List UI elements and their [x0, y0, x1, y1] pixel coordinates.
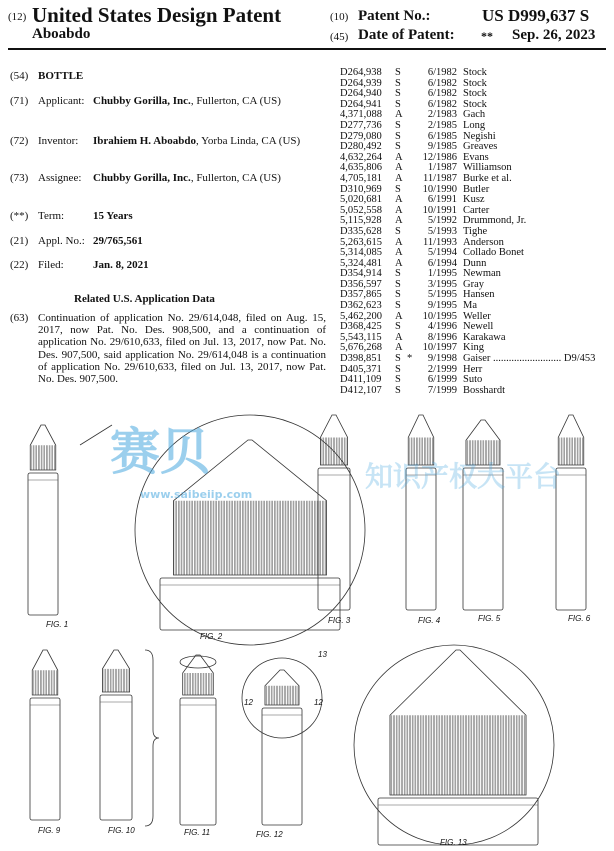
- ref-kind: A: [395, 310, 403, 322]
- ref-number: 5,263,615: [340, 236, 382, 248]
- ref-date: 5/1995: [427, 289, 457, 301]
- ref-kind: A: [395, 172, 403, 184]
- assignee-location: , Fullerton, CA (US): [190, 172, 281, 184]
- patent-date: Sep. 26, 2023: [512, 27, 596, 43]
- fig11-top-ellipse: [180, 656, 216, 668]
- ref-cited-mark: *: [407, 353, 413, 365]
- inventor-name: Ibrahiem H. Aboabdo: [93, 135, 196, 147]
- code-term: (**): [10, 210, 29, 222]
- assignee-name: Chubby Gorilla, Inc.: [93, 172, 191, 184]
- applicant-name: Chubby Gorilla, Inc.: [93, 95, 191, 107]
- ref-date: 6/1999: [427, 374, 457, 386]
- ref-kind: S: [395, 141, 401, 153]
- filed-label: Filed:: [38, 259, 64, 271]
- design-title: BOTTLE: [38, 70, 84, 82]
- ref-number: D411,109: [340, 374, 382, 386]
- ref-name: Gray: [463, 278, 484, 290]
- ref-name: Bosshardt: [463, 384, 505, 396]
- fig1-leader-line: [80, 425, 112, 445]
- ref-name: Hansen: [463, 289, 495, 301]
- fig12-bottle-body: [262, 708, 302, 825]
- ref-date: 6/1982: [427, 77, 457, 89]
- fig13-bottle-cap: [390, 650, 526, 795]
- ref-kind: S: [395, 67, 401, 78]
- fig-1-label: FIG. 1: [46, 620, 69, 629]
- date-label: Date of Patent:: [358, 27, 455, 43]
- ref-name: Greaves: [463, 141, 498, 153]
- ref-name: Newell: [463, 321, 494, 333]
- section-ref-12-left: 12: [244, 698, 253, 707]
- ref-name: Stock: [463, 77, 487, 89]
- ref-kind: A: [395, 342, 403, 354]
- ref-kind: S: [395, 183, 401, 195]
- patent-no-label: Patent No.:: [358, 8, 431, 24]
- ref-name: Herr: [463, 363, 483, 375]
- ref-number: D310,969: [340, 183, 382, 195]
- ref-date: 6/1994: [427, 257, 457, 269]
- ref-kind: S: [395, 353, 401, 365]
- ref-date: 2/1983: [427, 109, 457, 121]
- ref-number: D362,623: [340, 300, 382, 312]
- ref-date: 2/1985: [427, 119, 457, 131]
- ref-name: Newman: [463, 268, 501, 280]
- ref-kind: A: [395, 194, 403, 206]
- watermark-url: www.saibeiip.com: [140, 488, 253, 501]
- ref-date: 6/1982: [427, 67, 457, 78]
- ref-kind: S: [395, 321, 401, 333]
- ref-date: 8/1996: [427, 331, 457, 343]
- ref-number: D264,939: [340, 77, 382, 89]
- appl-no-label: Appl. No.:: [38, 235, 85, 247]
- ref-number: D356,597: [340, 278, 382, 290]
- code-12: (12): [8, 11, 27, 23]
- appl-no-value: 29/765,561: [93, 235, 143, 247]
- ref-date: 1/1995: [427, 268, 457, 280]
- ref-date: 1/1987: [427, 162, 457, 174]
- patent-number: US D999,637 S: [482, 6, 590, 25]
- ref-number: 5,676,268: [340, 342, 382, 354]
- ref-kind: A: [395, 109, 403, 121]
- assignee-label: Assignee:: [38, 172, 82, 184]
- ref-kind: A: [395, 257, 403, 269]
- ref-kind: A: [395, 331, 403, 343]
- ref-number: D412,107: [340, 384, 382, 396]
- ref-name: Tighe: [463, 225, 488, 237]
- ref-date: 12/1986: [422, 151, 457, 163]
- term-value: 15 Years: [93, 210, 133, 222]
- fig-12-label: FIG. 12: [256, 830, 283, 839]
- ref-number: 5,543,115: [340, 331, 382, 343]
- ref-number: D357,865: [340, 289, 382, 301]
- code-22: (22): [10, 259, 29, 271]
- section-ref-12-right: 12: [314, 698, 323, 707]
- ref-number: D405,371: [340, 363, 382, 375]
- ref-kind: S: [395, 98, 401, 110]
- related-heading: Related U.S. Application Data: [74, 293, 215, 305]
- fig-4-label: FIG. 4: [418, 616, 441, 625]
- code-63: (63): [10, 312, 29, 324]
- ref-number: 5,115,928: [340, 215, 382, 227]
- ref-kind: S: [395, 363, 401, 375]
- fig10-bracket: [145, 650, 159, 826]
- ref-number: D264,938: [340, 67, 382, 78]
- ref-name: Carter: [463, 204, 490, 216]
- ref-kind: S: [395, 374, 401, 386]
- ref-number: D354,914: [340, 268, 382, 280]
- watermark-slogan: 知识产权大平台: [365, 460, 562, 493]
- fig3-bottle-body: [318, 468, 350, 610]
- ref-date: 10/1991: [422, 204, 457, 216]
- fig3-bottle-cap: [320, 415, 347, 465]
- inventor-location: , Yorba Linda, CA (US): [196, 135, 301, 147]
- fig-2-label: FIG. 2: [200, 632, 223, 641]
- fig-5-label: FIG. 5: [478, 614, 501, 623]
- ref-number: D335,628: [340, 225, 382, 237]
- ref-kind: S: [395, 130, 401, 142]
- ref-date: 9/1998: [427, 353, 457, 365]
- applicant-location: , Fullerton, CA (US): [190, 95, 281, 107]
- ref-date: 11/1993: [422, 236, 457, 248]
- ref-name: Drummond, Jr.: [463, 215, 527, 227]
- ref-date: 6/1985: [427, 130, 457, 142]
- ref-name: Ma: [463, 300, 477, 312]
- ref-kind: A: [395, 151, 403, 163]
- ref-date: 3/1995: [427, 278, 457, 290]
- related-text: Continuation of application No. 29/614,048, filed on Aug. 15, 2017, now Pat. No. Des. 908,500, and a continuation of application No. 29/610,633, filed on Jul. 13, 2017, now Pat. No. Des. 907,500, said application No. 29/614,048 is a continuation of application No. 29/610,633, filed on Jul. 13, 2017, now Pat. No. Des. 907,500.: [38, 312, 326, 386]
- ref-kind: S: [395, 88, 401, 100]
- ref-date: 4/1996: [427, 321, 457, 333]
- ref-kind: S: [395, 384, 401, 396]
- inventor-surname: Aboabdo: [32, 26, 91, 42]
- ref-number: D264,940: [340, 88, 382, 100]
- ref-name: Evans: [463, 151, 489, 163]
- ref-date: 10/1997: [422, 342, 457, 354]
- code-71: (71): [10, 95, 29, 107]
- ref-number: D280,492: [340, 141, 382, 153]
- ref-number: 5,324,481: [340, 257, 382, 269]
- fig-9-label: FIG. 9: [38, 826, 61, 835]
- ref-date: 10/1995: [422, 310, 457, 322]
- fig10-bottle-cap: [102, 650, 129, 692]
- ref-date: 5/1993: [427, 225, 457, 237]
- ref-name: Negishi: [463, 130, 496, 142]
- ref-kind: S: [395, 225, 401, 237]
- fig-10-label: FIG. 10: [108, 826, 135, 835]
- ref-number: 5,052,558: [340, 204, 382, 216]
- ref-number: D398,851: [340, 353, 382, 365]
- fig-11-label: FIG. 11: [184, 828, 211, 837]
- ref-number: 4,635,806: [340, 162, 382, 174]
- detail-ref-13: 13: [318, 650, 327, 659]
- ref-date: 9/1985: [427, 141, 457, 153]
- document-title: United States Design Patent: [32, 3, 282, 27]
- ref-date: 10/1990: [422, 183, 457, 195]
- inventor-label: Inventor:: [38, 135, 79, 147]
- ref-name: Williamson: [463, 162, 512, 174]
- ref-kind: A: [395, 247, 403, 259]
- ref-kind: S: [395, 289, 401, 301]
- ref-name: Anderson: [463, 236, 504, 248]
- ref-date: 5/1992: [427, 215, 457, 227]
- ref-name: King: [463, 342, 484, 354]
- fig2-bottle-body: [160, 578, 340, 630]
- code-45: (45): [330, 31, 349, 43]
- ref-name: Suto: [463, 374, 483, 386]
- ref-kind: S: [395, 77, 401, 89]
- ref-number: D279,080: [340, 130, 382, 142]
- watermark-logo: 赛贝: [110, 423, 210, 481]
- ref-kind: A: [395, 215, 403, 227]
- fig-6-label: FIG. 6: [568, 614, 591, 623]
- filed-value: Jan. 8, 2021: [93, 259, 149, 271]
- ref-name: Burke et al.: [463, 172, 512, 184]
- ref-date: 11/1987: [422, 172, 457, 184]
- ref-name: Collado Bonet: [463, 247, 524, 259]
- ref-date: 5/1994: [427, 247, 457, 259]
- ref-name: Gach: [463, 109, 486, 121]
- ref-name: Long: [463, 119, 486, 131]
- code-72: (72): [10, 135, 29, 147]
- fig-13-label: FIG. 13: [440, 838, 467, 847]
- applicant-label: Applicant:: [38, 95, 85, 107]
- ref-name: Stock: [463, 67, 487, 78]
- ref-date: 9/1995: [427, 300, 457, 312]
- ref-name: Butler: [463, 183, 490, 195]
- fig10-bottle-body: [100, 695, 132, 820]
- fig9-bottle-body: [30, 698, 60, 820]
- code-21: (21): [10, 235, 29, 247]
- fig11-bottle-body: [180, 698, 216, 825]
- ref-name: Karakawa: [463, 331, 506, 343]
- ref-number: 4,371,088: [340, 109, 382, 121]
- ref-name: Stock: [463, 98, 487, 110]
- ref-name: Weller: [463, 310, 491, 322]
- ref-kind: S: [395, 119, 401, 131]
- ref-name: Gaiser .......................... D9/453: [463, 353, 596, 365]
- ref-date: 6/1982: [427, 98, 457, 110]
- ref-kind: S: [395, 278, 401, 290]
- term-stars: **: [481, 29, 493, 43]
- ref-number: 5,462,200: [340, 310, 382, 322]
- ref-kind: S: [395, 268, 401, 280]
- ref-number: D264,941: [340, 98, 382, 110]
- ref-number: 5,020,681: [340, 194, 382, 206]
- ref-name: Dunn: [463, 257, 487, 269]
- code-54: (54): [10, 70, 29, 82]
- fig-3-label: FIG. 3: [328, 616, 351, 625]
- ref-date: 7/1999: [427, 384, 457, 396]
- ref-name: Kusz: [463, 194, 485, 206]
- code-10: (10): [330, 11, 349, 23]
- ref-number: D368,425: [340, 321, 382, 333]
- fig1-bottle-body: [28, 473, 58, 615]
- term-label: Term:: [38, 210, 65, 222]
- ref-kind: A: [395, 236, 403, 248]
- ref-date: 2/1999: [427, 363, 457, 375]
- ref-number: 4,705,181: [340, 172, 382, 184]
- ref-date: 6/1982: [427, 88, 457, 100]
- ref-number: 5,314,085: [340, 247, 382, 259]
- ref-name: Stock: [463, 88, 487, 100]
- ref-kind: A: [395, 204, 403, 216]
- ref-number: D277,736: [340, 119, 382, 131]
- ref-date: 6/1991: [427, 194, 457, 206]
- ref-kind: A: [395, 162, 403, 174]
- code-73: (73): [10, 172, 29, 184]
- ref-number: 4,632,264: [340, 151, 382, 163]
- ref-kind: S: [395, 300, 401, 312]
